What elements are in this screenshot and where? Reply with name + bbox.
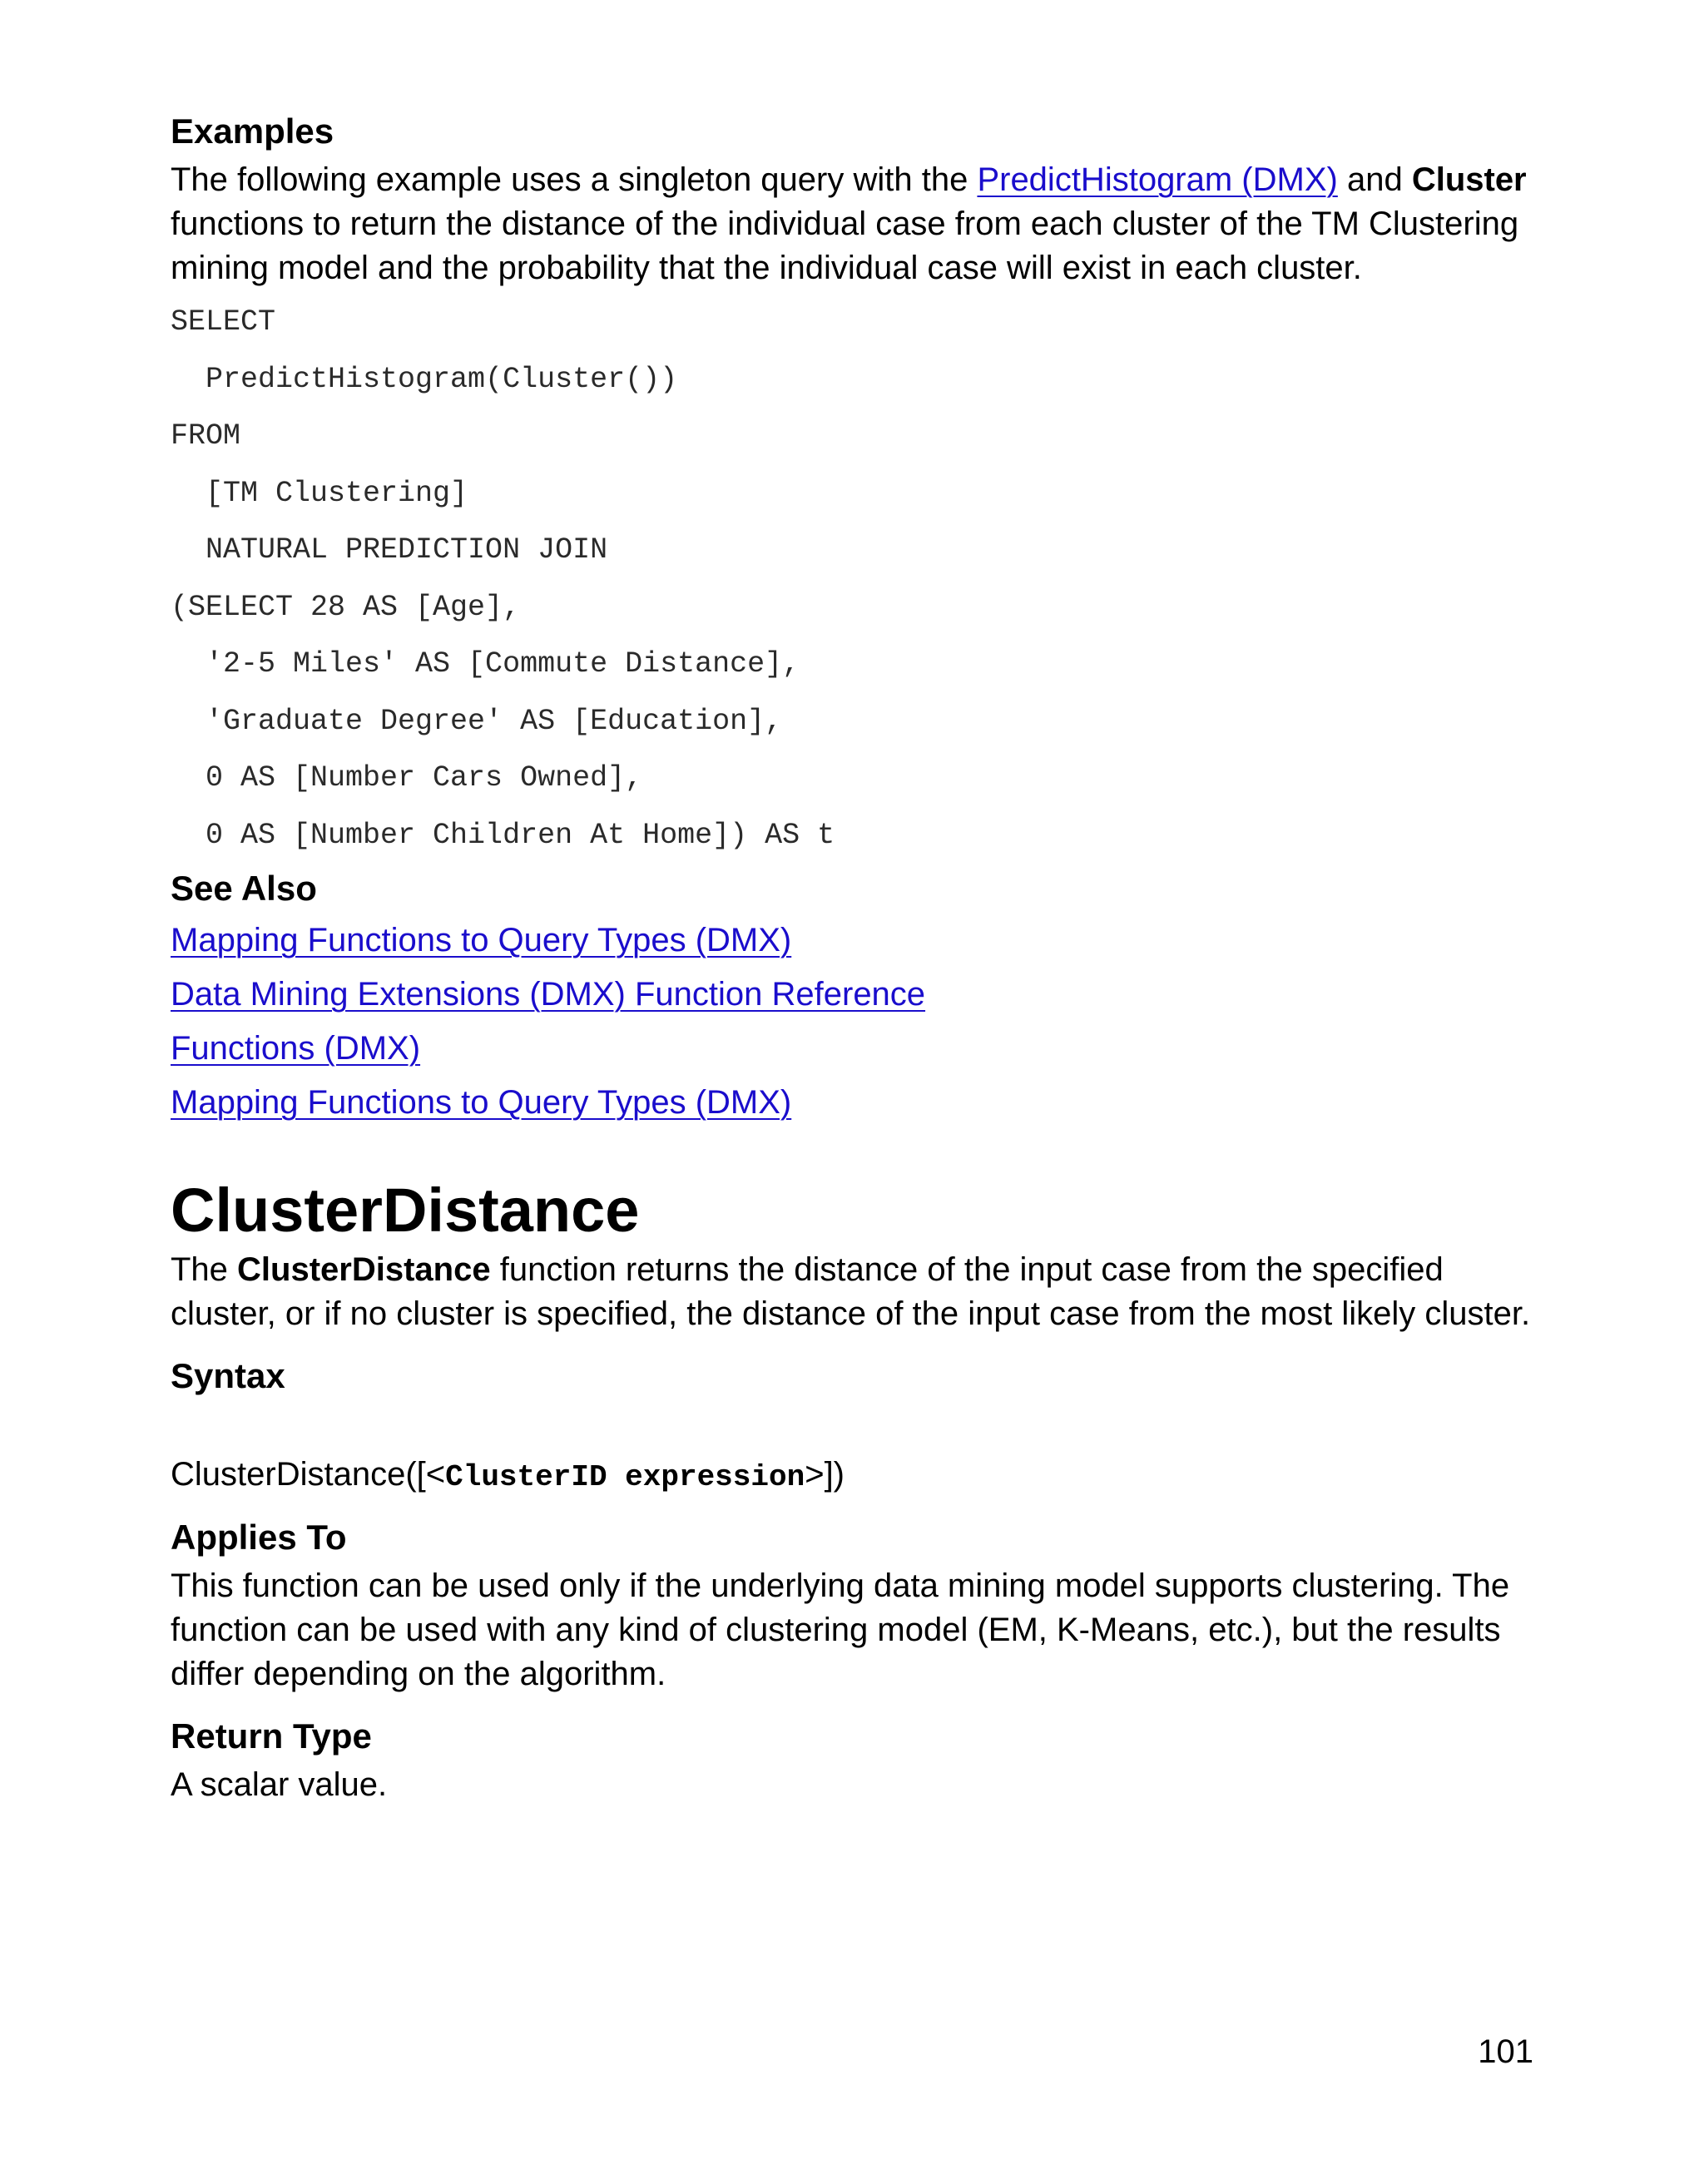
code-block bbox=[171, 294, 1535, 864]
examples-paragraph bbox=[171, 158, 1535, 290]
see-also-heading: See Also bbox=[171, 869, 317, 908]
code-line: (SELECT 28 AS [Age], bbox=[171, 590, 521, 624]
return-type-text: A scalar value. bbox=[171, 1766, 388, 1803]
applies-to-heading: Applies To bbox=[171, 1518, 347, 1557]
code-line: FROM bbox=[171, 419, 241, 453]
examples-text-2: and bbox=[1337, 161, 1412, 198]
see-also-links bbox=[171, 914, 1535, 1130]
applies-to-text: This function can be used only if the underlying data mining model supports clustering. The function can be used with any kind of clustering model (EM, K-Means, etc.), but the results differ depending on the algorithm. bbox=[171, 1567, 1510, 1692]
code-line: 0 AS [Number Cars Owned], bbox=[171, 761, 643, 795]
code-line: [TM Clustering] bbox=[171, 476, 468, 510]
return-type-heading: Return Type bbox=[171, 1716, 372, 1756]
page-number: 101 bbox=[1478, 2033, 1533, 2070]
see-also-link[interactable]: Data Mining Extensions (DMX) Function Reference bbox=[171, 976, 926, 1013]
section-title: ClusterDistance bbox=[171, 1176, 640, 1245]
code-line: 0 AS [Number Children At Home]) AS t bbox=[171, 818, 835, 852]
code-line: '2-5 Miles' AS [Commute Distance], bbox=[171, 647, 800, 681]
code-line: 'Graduate Degree' AS [Education], bbox=[171, 704, 783, 738]
see-also-link[interactable]: Mapping Functions to Query Types (DMX) bbox=[171, 1084, 792, 1121]
code-line: SELECT bbox=[171, 305, 276, 339]
see-also-link[interactable]: Functions (DMX) bbox=[171, 1030, 421, 1067]
syntax-prefix: ClusterDistance([< bbox=[171, 1456, 446, 1493]
cluster-distance-intro bbox=[171, 1248, 1535, 1336]
examples-text-3: functions to return the distance of the individual case from each cluster of the TM Clustering mining model and the probability that the individual case will exist in each cluster. bbox=[171, 206, 1519, 286]
code-line: NATURAL PREDICTION JOIN bbox=[171, 533, 608, 567]
syntax-heading: Syntax bbox=[171, 1356, 285, 1395]
syntax-line bbox=[171, 1453, 1535, 1499]
intro-text-1: The bbox=[171, 1251, 238, 1288]
code-line: PredictHistogram(Cluster()) bbox=[171, 362, 678, 396]
cluster-bold: Cluster bbox=[1411, 161, 1527, 198]
examples-heading: Examples bbox=[171, 111, 334, 151]
clusterdistance-bold: ClusterDistance bbox=[237, 1251, 491, 1288]
predicthistogram-link[interactable]: PredictHistogram (DMX) bbox=[977, 161, 1338, 198]
syntax-suffix: >]) bbox=[805, 1456, 845, 1493]
examples-text-1: The following example uses a singleton query with the bbox=[171, 161, 978, 198]
syntax-param: ClusterID expression bbox=[445, 1460, 805, 1494]
page-content bbox=[171, 106, 1535, 1807]
see-also-link[interactable]: Mapping Functions to Query Types (DMX) bbox=[171, 922, 792, 958]
intro-text-2: function returns the distance of the input case from the specified cluster, or if no cluster is specified, the distance of the input case from the most likely cluster. bbox=[171, 1251, 1531, 1332]
